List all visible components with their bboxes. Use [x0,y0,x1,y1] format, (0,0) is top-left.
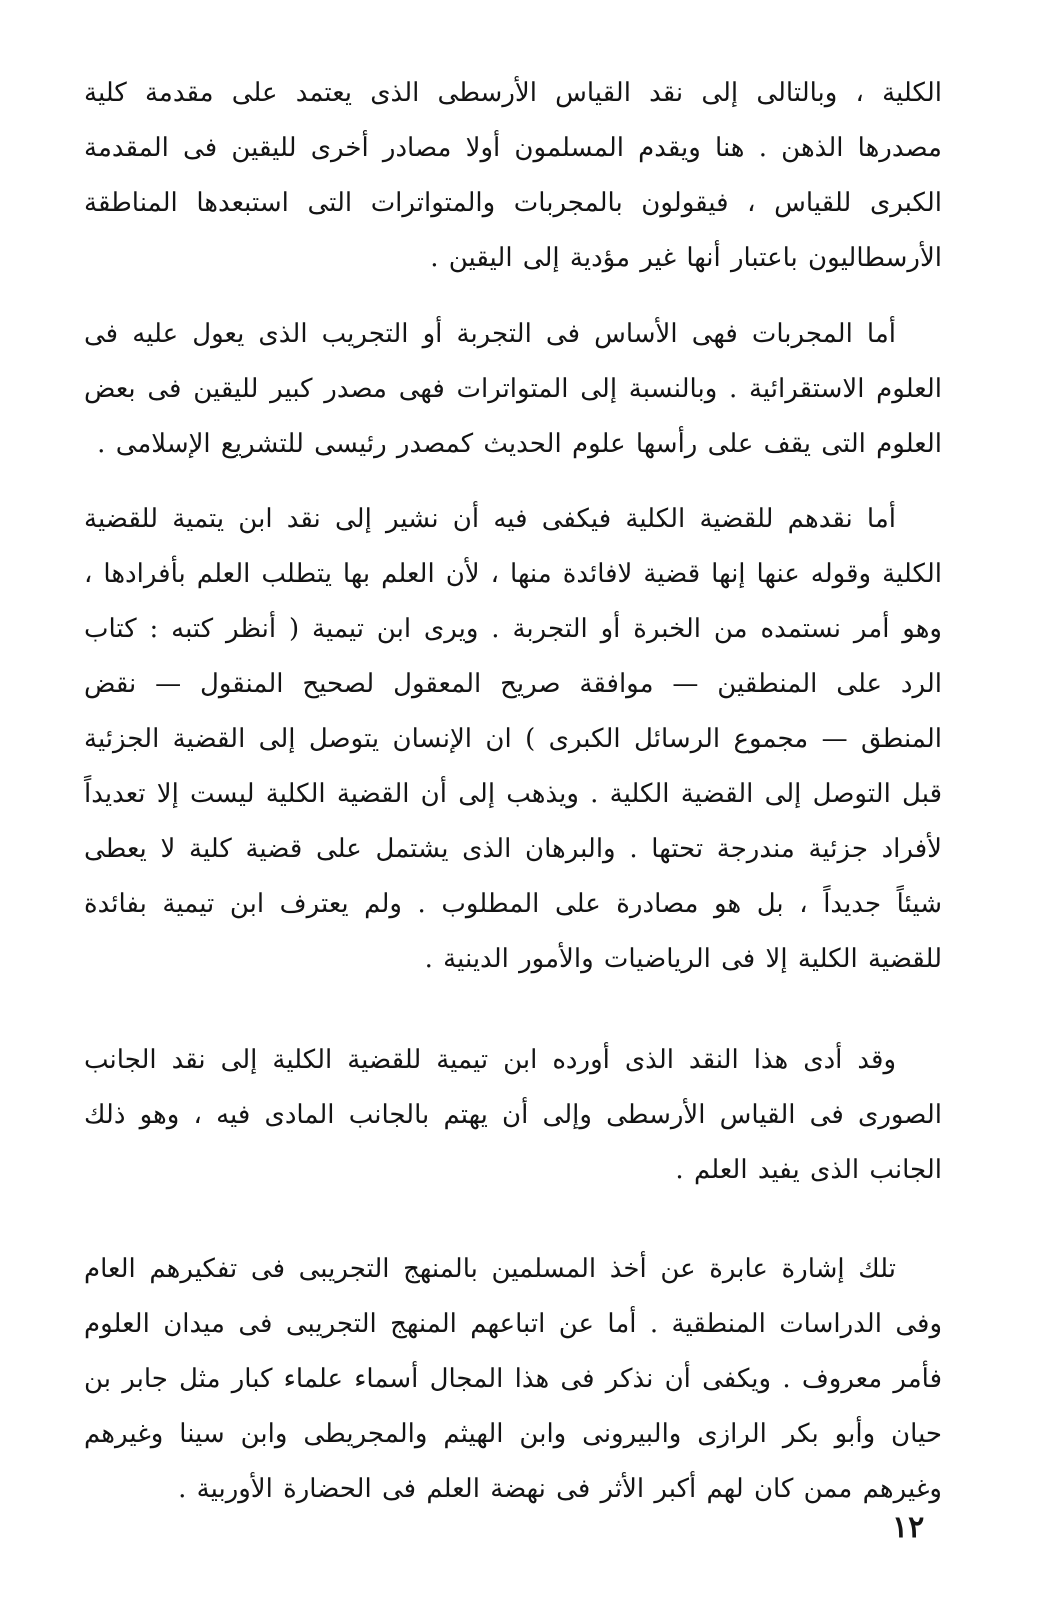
paragraph-4: وقد أدى هذا النقد الذى أورده ابن تيمية للقضية الكلية إلى نقد الجانب الصورى فى القياس الأرسطى وإلى أن يهتم بالجانب المادى فيه ، وهو ذلك الجانب الذى يفيد العلم . [84,1045,942,1185]
page-number: ١٢ [892,1510,925,1545]
paragraph-3: أما نقدهم للقضية الكلية فيكفى فيه أن نشير إلى نقد ابن يتمية للقضية الكلية وقوله عنها إنها قضية لافائدة منها ، لأن العلم بها يتطلب العلم بأفرادها ، وهو أمر نستمده من الخبرة أو التجربة . ويرى ابن تيمية ( أنظر كتبه : كتاب الرد على المنطقين — موافقة صريح المعقول لصحيح المنقول — نقض المنطق — مجموع الرسائل الكبرى ) ان الإنسان يتوصل إلى القضية الجزئية قبل التوصل إلى القضية الكلية . ويذهب إلى أن القضية الكلية ليست إلا تعديداً لأفراد جزئية مندرجة تحتها . والبرهان الذى يشتمل على قضية كلية لا يعطى شيئاً جديداً ، بل هو مصادرة على المطلوب . ولم يعترف ابن تيمية بفائدة للقضية الكلية إلا فى الرياضيات والأمور الدينية . [84,504,942,974]
paragraph-5: تلك إشارة عابرة عن أخذ المسلمين بالمنهج التجريبى فى تفكيرهم العام وفى الدراسات المنطقية . أما عن اتباعهم المنهج التجريبى فى ميدان العلوم فأمر معروف . ويكفى أن نذكر فى هذا المجال أسماء علماء كبار مثل جابر بن حيان وأبو بكر الرازى والبيرونى وابن الهيثم والمجريطى وابن سينا وغيرهم وغيرهم ممن كان لهم أكبر الأثر فى نهضة العلم فى الحضارة الأوربية . [84,1254,942,1504]
paragraph-1: الكلية ، وبالتالى إلى نقد القياس الأرسطى الذى يعتمد على مقدمة كلية مصدرها الذهن . هنا ويقدم المسلمون أولا مصادر أخرى لليقين فى المقدمة الكبرى للقياس ، فيقولون بالمجربات والمتواترات التى استبعدها المناطقة الأرسطاليون باعتبار أنها غير مؤدية إلى اليقين . [84,78,942,273]
body-text [84,66,942,1517]
paragraph-2: أما المجربات فهى الأساس فى التجربة أو التجريب الذى يعول عليه فى العلوم الاستقرائية . وبالنسبة إلى المتواترات فهى مصدر كبير لليقين فى بعض العلوم التى يقف على رأسها علوم الحديث كمصدر رئيسى للتشريع الإسلامى . [84,319,942,459]
